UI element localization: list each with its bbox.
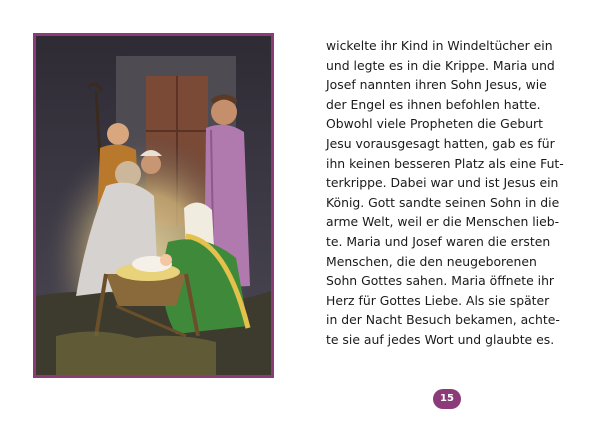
- text-line: arme Welt, weil er die Menschen lieb-: [326, 214, 560, 230]
- text-line: te. Maria und Josef waren die ersten: [326, 233, 551, 249]
- text-line: der Engel es ihnen befohlen hatte.: [326, 96, 541, 112]
- page-number-badge: 15: [433, 389, 461, 409]
- text-line: terkrippe. Dabei war und ist Jesus ein: [326, 175, 559, 191]
- text-line: Josef nannten ihren Sohn Jesus, wie: [326, 77, 547, 93]
- body-text: [326, 36, 566, 350]
- text-line: in der Nacht Besuch bekamen, achte-: [326, 312, 560, 328]
- text-line: ihn keinen besseren Platz als eine Fut-: [326, 155, 564, 171]
- text-line: wickelte ihr Kind in Windeltücher ein: [326, 38, 553, 53]
- text-line: Jesu vorausgesagt hatten, gab es für: [326, 135, 555, 151]
- text-line: Sohn Gottes sahen. Maria öffnete ihr: [326, 273, 555, 289]
- text-line: König. Gott sandte seinen Sohn in die: [326, 194, 560, 210]
- text-line: Obwohl viele Propheten die Geburt: [326, 116, 544, 132]
- nativity-painting: [36, 36, 271, 375]
- text-line: te sie auf jedes Wort und glaubte es.: [326, 331, 555, 347]
- text-line: Herz für Gottes Liebe. Als sie später: [326, 292, 550, 308]
- text-line: Menschen, die den neugeborenen: [326, 253, 537, 269]
- nativity-illustration: [33, 33, 274, 378]
- text-line: und legte es in die Krippe. Maria und: [326, 57, 555, 73]
